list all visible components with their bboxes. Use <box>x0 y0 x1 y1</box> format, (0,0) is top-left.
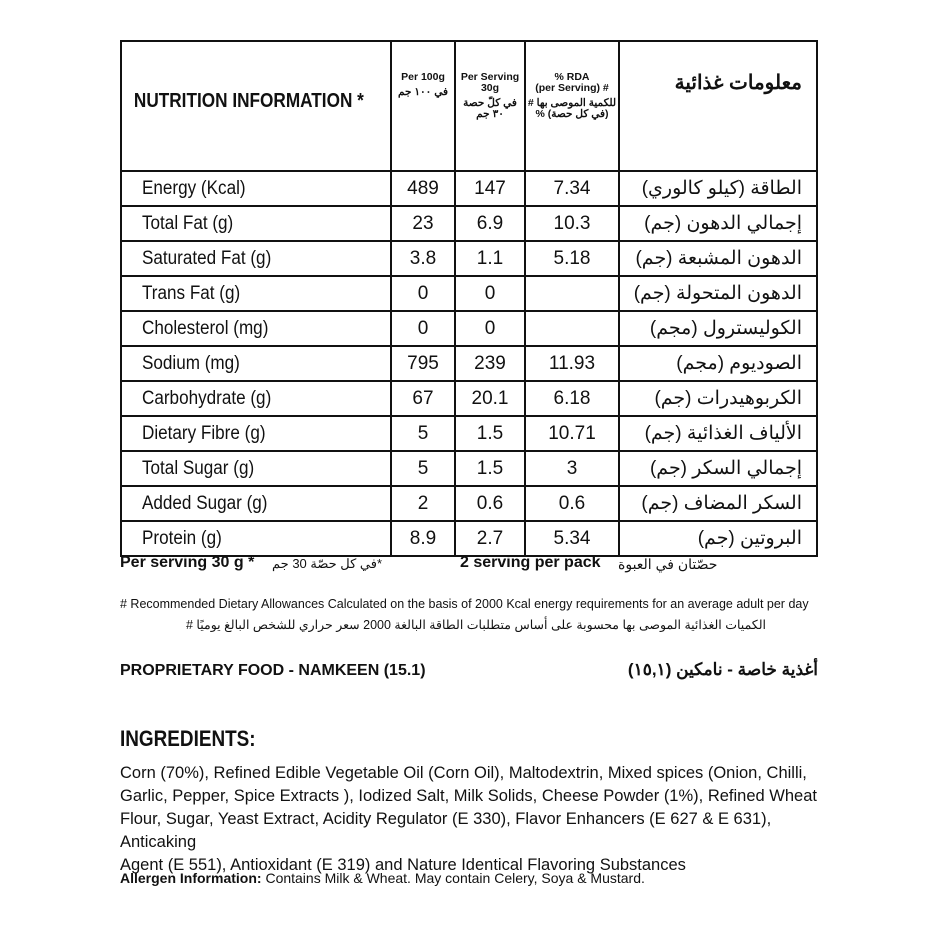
table-row <box>121 171 817 206</box>
servings-per-pack-ar: حصّتان في العبوة <box>618 556 718 572</box>
table-row <box>121 241 817 276</box>
rda-value: 0.6 <box>525 486 619 521</box>
per-100g-value: 23 <box>391 206 455 241</box>
nutrient-label-ar: الألياف الغذائية (جم) <box>619 416 817 451</box>
table-row <box>121 381 817 416</box>
nutrient-label-ar: السكر المضاف (جم) <box>619 486 817 521</box>
nutrient-label: Carbohydrate (g) <box>121 381 391 416</box>
rda-value: 11.93 <box>525 346 619 381</box>
per-100g-value: 489 <box>391 171 455 206</box>
per-serving-value: 1.5 <box>455 416 525 451</box>
allergen-label: Allergen Information: <box>120 870 262 886</box>
per-serving-value: 0 <box>455 311 525 346</box>
nutrient-label: Saturated Fat (g) <box>121 241 391 276</box>
ingredients-line: Corn (70%), Refined Edible Vegetable Oil (Corn Oil), Maltodextrin, Mixed spices (Onion, Chilli, <box>120 764 807 782</box>
rda-header: % RDA (per Serving) # للكمية الموصى بها # (في كل حصة) % <box>525 41 619 171</box>
nutrient-label-ar: الدهون المتحولة (جم) <box>619 276 817 311</box>
per-serving-value: 1.1 <box>455 241 525 276</box>
per-serving-value: 20.1 <box>455 381 525 416</box>
rda-value: 5.18 <box>525 241 619 276</box>
nutrient-label: Total Fat (g) <box>121 206 391 241</box>
nutrient-label: Total Sugar (g) <box>121 451 391 486</box>
rda-value: 6.18 <box>525 381 619 416</box>
nutrient-label-ar: الكوليسترول (مجم) <box>619 311 817 346</box>
proprietary-food-label-ar: أغذية خاصة - نامكين (١٥,١) <box>627 660 818 679</box>
per-serving-value: 239 <box>455 346 525 381</box>
nutrient-label: Protein (g) <box>121 521 391 556</box>
rda-footnote-ar: الكميات الغذائية الموصى بها محسوبة على أساس متطلبات الطاقة البالغة 2000 سعر حراري للشخص البالغ يوميًا # <box>186 618 766 632</box>
nutrient-label-ar: إجمالي الدهون (جم) <box>619 206 817 241</box>
rda-value: 10.3 <box>525 206 619 241</box>
per-serving-value: 0.6 <box>455 486 525 521</box>
allergen-information <box>120 870 645 886</box>
rda-footnote: # Recommended Dietary Allowances Calculated on the basis of 2000 Kcal energy requirements for an average adult per day <box>120 597 809 611</box>
nutrition-title-ar: معلومات غذائية <box>619 41 817 171</box>
per-serving-note: Per serving 30 g * <box>120 554 255 571</box>
per-100g-value: 0 <box>391 276 455 311</box>
nutrient-label: Trans Fat (g) <box>121 276 391 311</box>
table-row <box>121 416 817 451</box>
nutrient-label-ar: الكربوهيدرات (جم) <box>619 381 817 416</box>
nutrition-table <box>120 40 818 557</box>
nutrient-label: Dietary Fibre (g) <box>121 416 391 451</box>
nutrient-label: Added Sugar (g) <box>121 486 391 521</box>
per-serving-value: 1.5 <box>455 451 525 486</box>
proprietary-food-label: PROPRIETARY FOOD - NAMKEEN (15.1) <box>120 662 426 679</box>
nutrient-label: Sodium (mg) <box>121 346 391 381</box>
ingredients-title: INGREDIENTS: <box>120 726 256 751</box>
per-100g-value: 0 <box>391 311 455 346</box>
nutrition-title-en: NUTRITION INFORMATION * <box>121 41 353 171</box>
table-row <box>121 486 817 521</box>
ingredients-text <box>120 762 820 877</box>
per-serving-value: 0 <box>455 276 525 311</box>
ingredients-line: Agent (E 551), Antioxidant (E 319) and Nature Identical Flavoring Substances <box>120 856 686 874</box>
per-serving-note-ar: *في كل حصّة 30 جم <box>272 556 383 571</box>
per-100g-value: 67 <box>391 381 455 416</box>
nutrient-label-ar: الدهون المشبعة (جم) <box>619 241 817 276</box>
table-row <box>121 311 817 346</box>
table-row <box>121 276 817 311</box>
servings-per-pack: 2 serving per pack <box>460 554 601 571</box>
table-header-row <box>121 41 817 171</box>
ingredients-line: Flour, Sugar, Yeast Extract, Acidity Regulator (E 330), Flavor Enhancers (E 627 & E 631), Anticaking <box>120 810 772 851</box>
table-row <box>121 451 817 486</box>
table-row <box>121 206 817 241</box>
per-100g-header: Per 100g في ١٠٠ جم <box>391 41 455 171</box>
nutrient-label-ar: إجمالي السكر (جم) <box>619 451 817 486</box>
nutrient-label: Energy (Kcal) <box>121 171 391 206</box>
table-row <box>121 521 817 556</box>
rda-value: 3 <box>525 451 619 486</box>
nutrient-label-ar: البروتين (جم) <box>619 521 817 556</box>
nutrient-label-ar: الصوديوم (مجم) <box>619 346 817 381</box>
rda-value <box>525 311 619 346</box>
nutrient-label: Cholesterol (mg) <box>121 311 391 346</box>
rda-value: 5.34 <box>525 521 619 556</box>
rda-value: 10.71 <box>525 416 619 451</box>
per-100g-value: 2 <box>391 486 455 521</box>
per-100g-value: 5 <box>391 451 455 486</box>
per-serving-header: Per Serving 30g في كلّ حصة ٣٠ جم <box>455 41 525 171</box>
per-100g-value: 795 <box>391 346 455 381</box>
rda-value: 7.34 <box>525 171 619 206</box>
per-serving-value: 147 <box>455 171 525 206</box>
allergen-text: Contains Milk & Wheat. May contain Celery, Soya & Mustard. <box>261 870 645 886</box>
table-row <box>121 346 817 381</box>
per-100g-value: 3.8 <box>391 241 455 276</box>
nutrient-label-ar: الطاقة (كيلو كالوري) <box>619 171 817 206</box>
per-100g-value: 8.9 <box>391 521 455 556</box>
ingredients-line: Garlic, Pepper, Spice Extracts ), Iodized Salt, Milk Solids, Cheese Powder (1%), Refined Wheat <box>120 787 817 805</box>
per-serving-value: 2.7 <box>455 521 525 556</box>
per-serving-value: 6.9 <box>455 206 525 241</box>
rda-value <box>525 276 619 311</box>
per-100g-value: 5 <box>391 416 455 451</box>
